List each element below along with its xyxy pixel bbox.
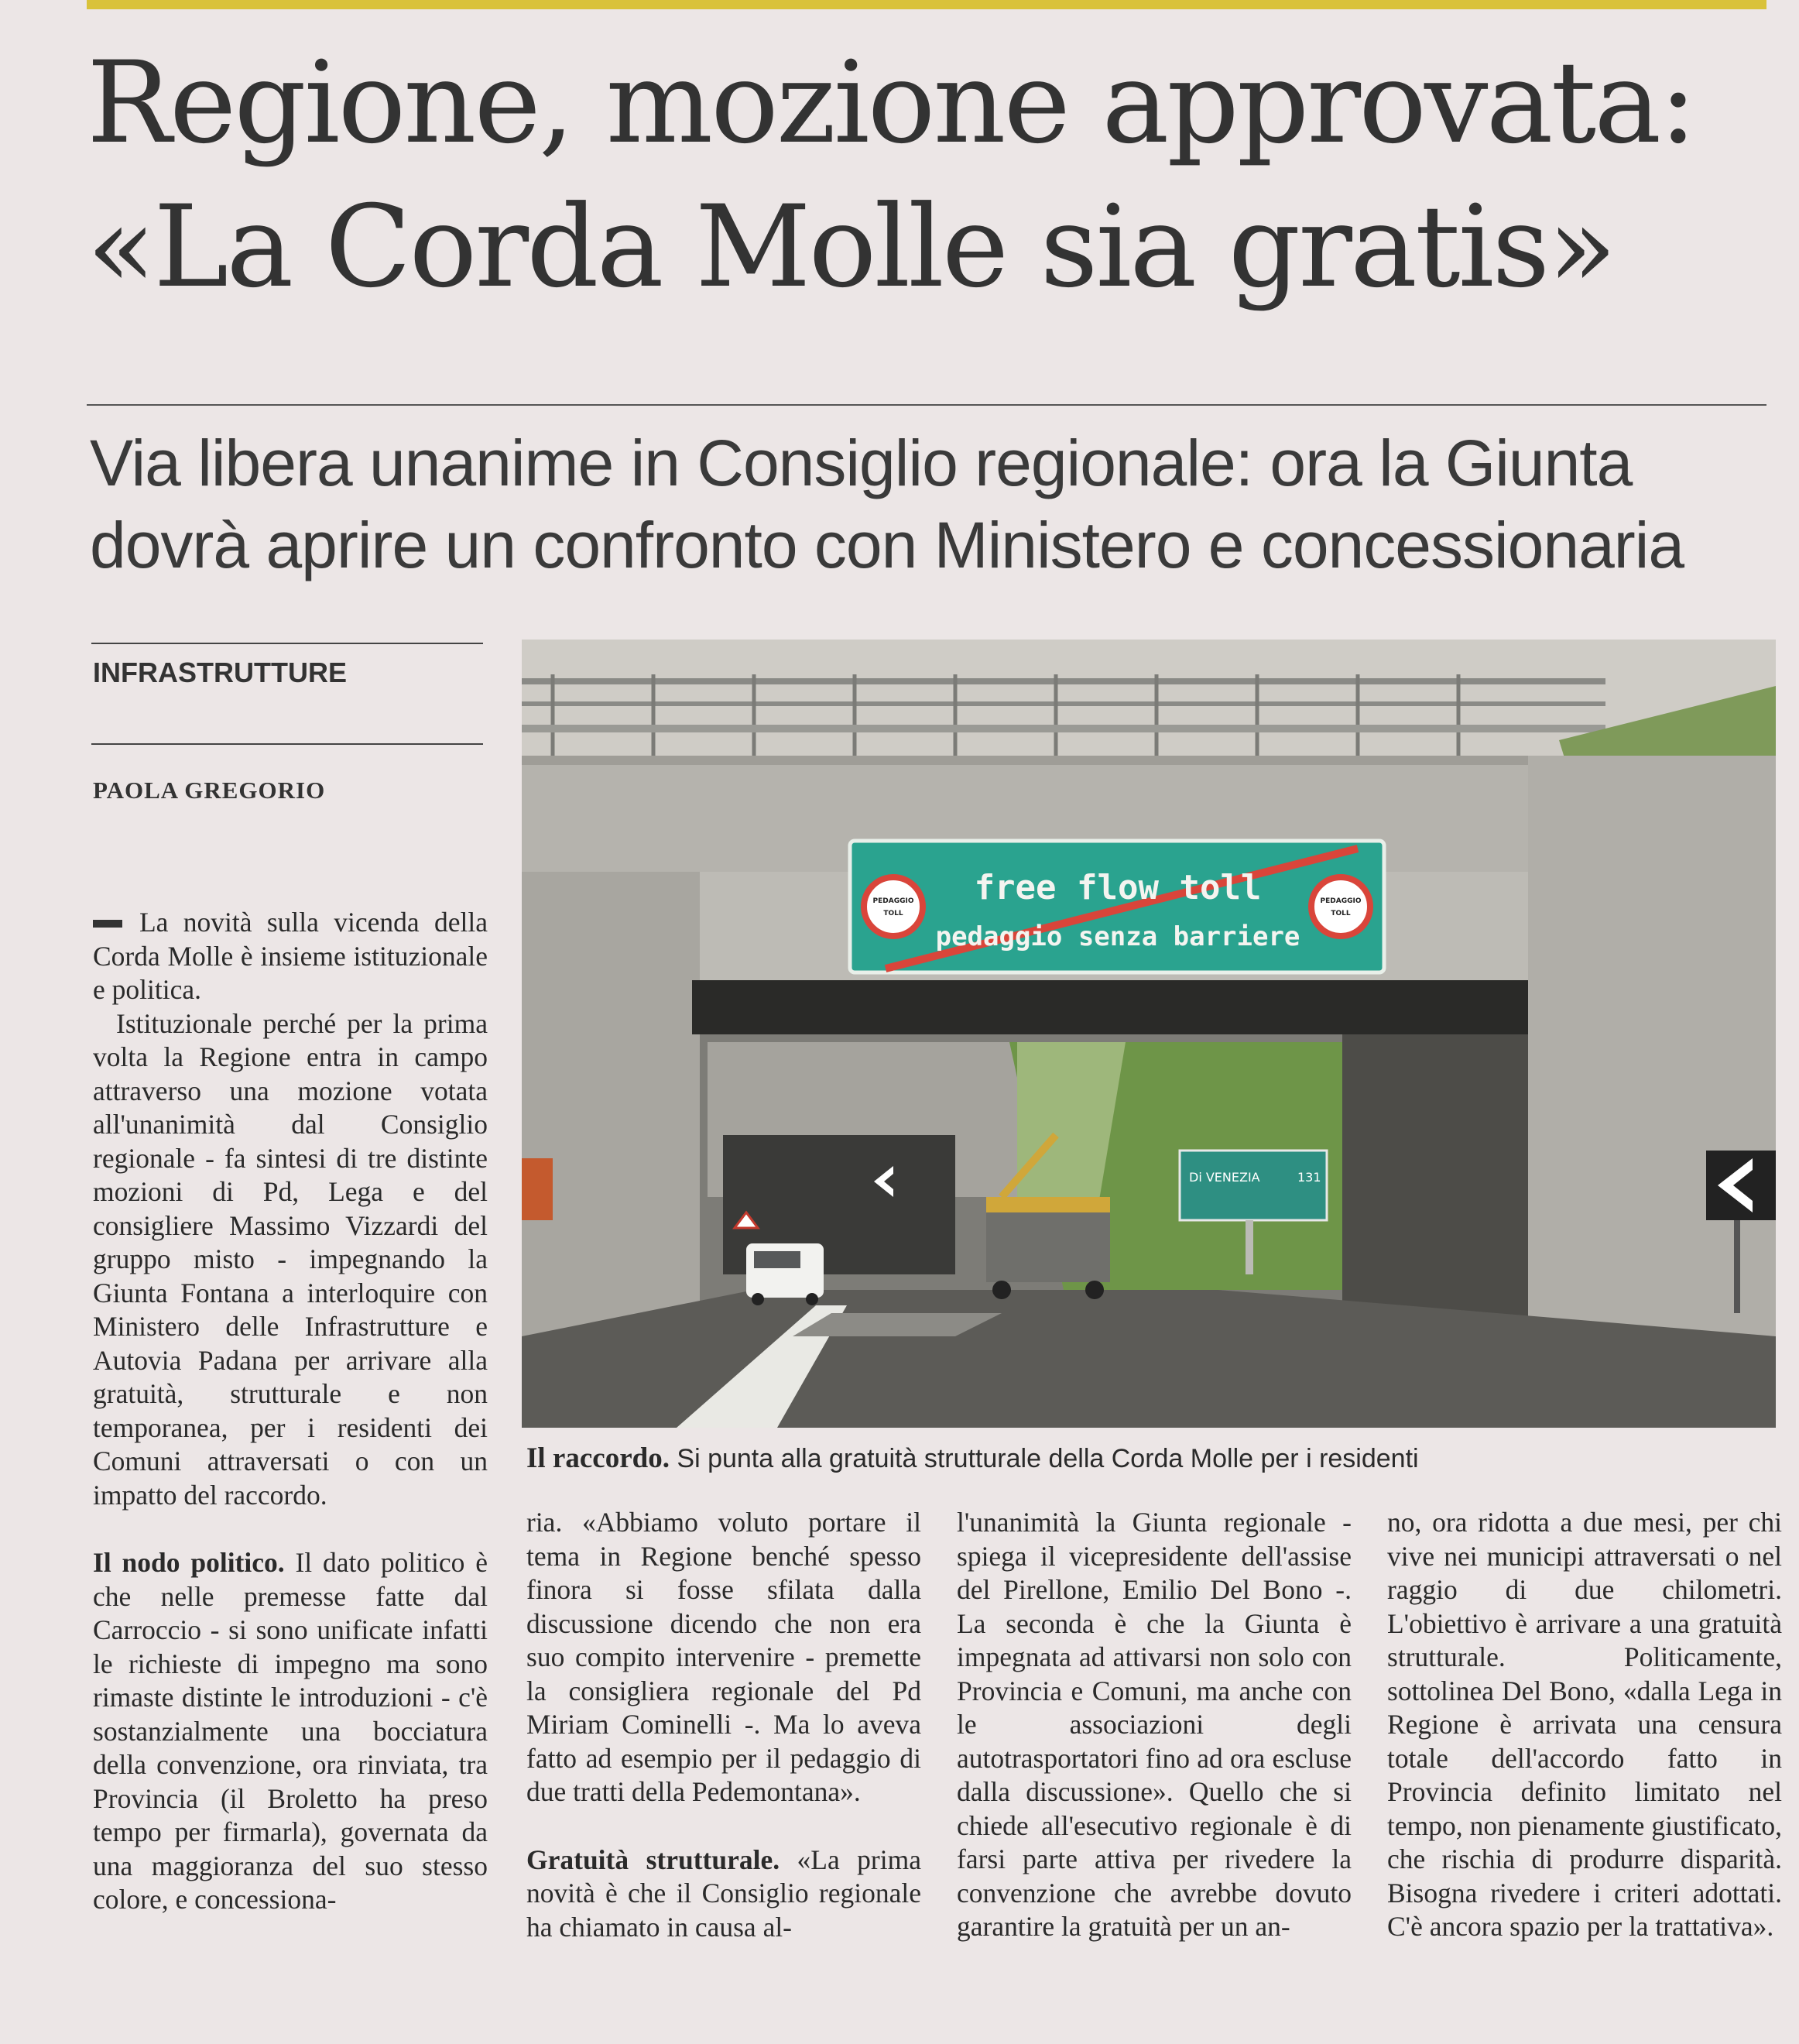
subhead-line-2: dovrà aprire un confronto con Ministero e concessionaria bbox=[90, 509, 1684, 581]
caption-lead: Il raccordo. bbox=[526, 1442, 670, 1474]
article-column-4 bbox=[1387, 1506, 1782, 1944]
headline-rule bbox=[87, 404, 1766, 406]
article-column-2 bbox=[526, 1506, 921, 1944]
section-tag: INFRASTRUTTURE bbox=[93, 657, 347, 688]
article-column-3 bbox=[957, 1506, 1352, 1944]
paragraph-structural bbox=[526, 1843, 921, 1945]
caption-text: Si punta alla gratuità strutturale della Corda Molle per i residenti bbox=[669, 1444, 1419, 1473]
paragraph-conclusion: no, ora ridotta a due mesi, per chi vive nei municipi attraversati o nel raggio di due chilometri. L'obiettivo è arrivare a una gratuità strutturale. Politicamente, sottolinea Del Bono, «dalla Lega in Regione è arrivata una censura totale dell'accordo fatto in Provincia definito limitato nel tempo, non pienamente giustificato, che rischia di produrre disparità. Bisogna rivedere i criteri adottati. C'è ancora spazio per la trattativa». bbox=[1387, 1507, 1782, 1942]
paragraph-institutional: Istituzionale perché per la prima volta la Regione entra in campo attraverso una mozione votata all'unanimità dal Consiglio regionale - fa sintesi di tre distinte mozioni di Pd, Lega e del consigliere Massimo Vizzardi del gruppo misto - impegnando la Giunta Fontana a interloquire con Ministero delle Infrastrutture e Autovia Padana per arrivare alla gratuità, strutturale e non temporanea, per i residenti dei Comuni attraversati o con un impatto del raccordo. bbox=[93, 1007, 488, 1511]
top-accent-bar bbox=[87, 0, 1766, 9]
lead-in-structural: Gratuità strutturale. bbox=[526, 1843, 780, 1875]
article-photo bbox=[522, 640, 1776, 1428]
toll-sign-line-2: pedaggio senza barriere bbox=[935, 921, 1300, 952]
paragraph-political-text: Il dato politico è che nelle premesse fatte dal Carroccio - si sono unificate infatti le richieste di impegno ma sono rimaste distinte le introduzioni - c'è sostanzialmente una bocciatura della convenzione, ora rinviata, tra Provincia (il Broletto ha preso tempo per firmarla), governata da una maggioranza del suo stesso colore, e concessiona- bbox=[93, 1547, 488, 1915]
paragraph-political bbox=[93, 1546, 488, 1917]
toll-badge-left-text1: PEDAGGIO bbox=[872, 897, 914, 905]
article-column-1 bbox=[93, 906, 488, 1917]
road-sign-text: Di VENEZIA bbox=[1189, 1170, 1260, 1185]
author-byline: PAOLA GREGORIO bbox=[93, 777, 326, 804]
paragraph-del-bono: l'unanimità la Giunta regionale - spiega il vicepresidente dell'assise del Pirellone, Emilio Del Bono -. La seconda è che la Giunta è impegnata ad attivarsi non solo con Provincia e Comuni, ma anche con le associazioni degli autotrasportatori fino ad ora escluse dalla discussione». Quello che si chiede all'esecutivo regionale è di farsi parte attiva per rivedere la convenzione che avrebbe dovuto garantire la gratuità per un an- bbox=[957, 1507, 1352, 1942]
toll-badge-left-text2: TOLL bbox=[883, 910, 903, 917]
headline-line-2: «La Corda Molle sia gratis» bbox=[87, 181, 1615, 313]
paragraph-intro-text: La novità sulla vicenda della Corda Molle è insieme istituzionale e politica. bbox=[93, 907, 488, 1005]
paragraph-cominelli: ria. «Abbiamo voluto portare il tema in Regione benché spesso finora si fosse sfilata dalla discussione dicendo che non era suo compito intervenire - premette la consigliera regionale del Pd Miriam Cominelli -. Ma lo aveva fatto ad esempio per il pedaggio di due tratti della Pedemontana». bbox=[526, 1507, 921, 1807]
paragraph-structural-text: «La prima novità è che il Consiglio regionale ha chiamato in causa al- bbox=[526, 1843, 921, 1943]
toll-badge-right-text2: TOLL bbox=[1331, 910, 1351, 917]
section-rule-bottom bbox=[91, 743, 483, 745]
subheadline bbox=[90, 422, 1777, 586]
bullet-marker bbox=[93, 920, 122, 928]
section-rule-top bbox=[91, 643, 483, 644]
road-sign-number: 131 bbox=[1297, 1170, 1321, 1185]
subhead-line-1: Via libera unanime in Consiglio regionale: ora la Giunta bbox=[90, 427, 1633, 499]
headline-line-1: Regione, mozione approvata: bbox=[87, 37, 1695, 169]
headline bbox=[87, 31, 1774, 319]
toll-sign-line-1: free flow toll bbox=[974, 868, 1262, 907]
lead-in-political: Il nodo politico. bbox=[93, 1547, 285, 1578]
photo-caption bbox=[526, 1442, 1780, 1475]
paragraph-intro bbox=[93, 906, 488, 1007]
toll-badge-right-text1: PEDAGGIO bbox=[1320, 897, 1362, 905]
